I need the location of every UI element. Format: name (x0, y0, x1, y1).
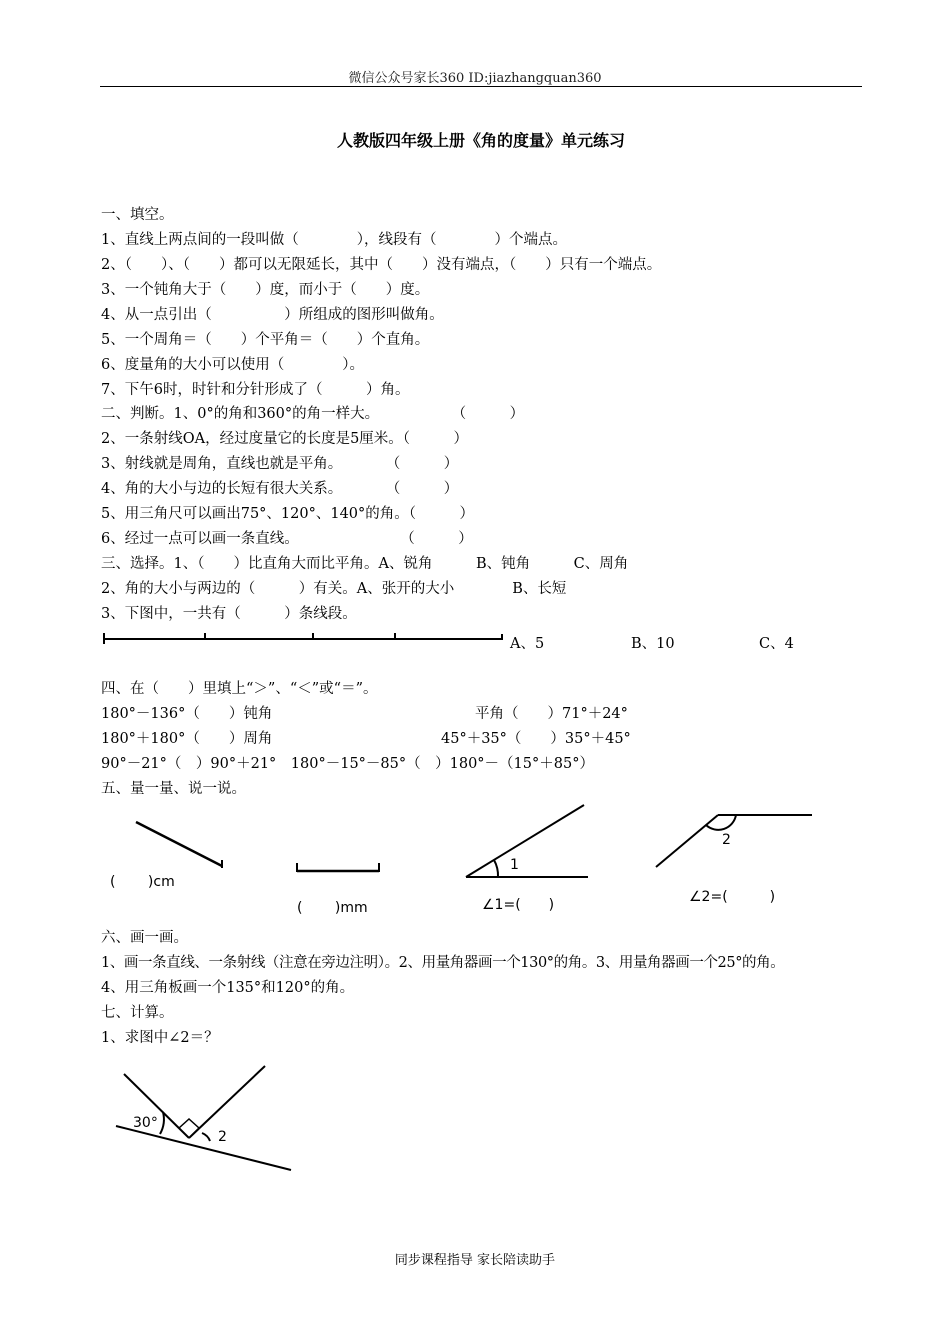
angle1-answer: ∠1=( ) (482, 897, 555, 913)
compare-1-left: 180°－136°（ ）钝角 (101, 706, 273, 722)
section6-heading: 六、画一画。 (101, 930, 188, 946)
choice-q1: 三、选择。1、（ ）比直角大而比平角。A、锐角 B、钝角 C、周角 (101, 556, 629, 572)
fill-q5: 5、一个周角＝（ ）个平角＝（ ）个直角。 (101, 332, 430, 348)
compare-2-left: 180°＋180°（ ）周角 (101, 731, 273, 747)
compare-1-right: 平角（ ）71°＋24° (475, 706, 628, 722)
angle1-ray (466, 805, 584, 877)
compare-3: 90°－21°（ ）90°＋21° 180°－15°－85°（ ）180°－（15°＋85°） (101, 756, 594, 772)
calc-30-degree: 30° (133, 1115, 158, 1131)
angle2-answer: ∠2=( ) (689, 889, 776, 905)
judge-q2: 2、一条射线OA，经过度量它的长度是5厘米。（ ） (101, 431, 469, 447)
calc-angle2-mark: 2 (218, 1129, 227, 1145)
option-a: A、5 (510, 636, 545, 652)
choice-q2: 2、角的大小与两边的（ ）有关。A、张开的大小 B、长短 (101, 581, 567, 597)
fill-q3: 3、一个钝角大于（ ）度，而小于（ ）度。 (101, 282, 430, 298)
draw-q4: 4、用三角板画一个135°和120°的角。 (101, 980, 355, 996)
angle2-ray (656, 815, 718, 867)
angle2-mark: 2 (722, 832, 731, 848)
fill-q1: 1、直线上两点间的一段叫做（ ），线段有（ ）个端点。 (101, 232, 567, 248)
slanted-segment (136, 822, 222, 866)
section1-heading: 一、填空。 (101, 207, 174, 223)
fill-q4: 4、从一点引出（ ）所组成的图形叫做角。 (101, 307, 444, 323)
judge-q4: 4、角的大小与边的长短有很大关系。 （ ） (101, 481, 459, 497)
fill-q2: 2、（ ）、（ ）都可以无限延长，其中（ ）没有端点，（ ）只有一个端点。 (101, 257, 662, 273)
page-footer: 同步课程指导 家长陪读助手 (394, 1253, 556, 1268)
page-header: 微信公众号家长360 ID:jiazhangquan360 (348, 71, 602, 86)
judge-q6: 6、经过一点可以画一条直线。 （ ） (101, 531, 473, 547)
judge-q1: 二、判断。1、0°的角和360°的角一样大。 （ ） (101, 406, 525, 422)
calc-right-ray (189, 1066, 265, 1138)
section5-heading: 五、量一量、说一说。 (101, 781, 246, 797)
section4-heading: 四、在（ ）里填上“＞”、“＜”或“＝”。 (101, 681, 378, 697)
option-b: B、10 (631, 636, 675, 652)
fill-q7: 7、下午6时，时针和分针形成了（ ）角。 (101, 382, 410, 398)
compare-2-right: 45°＋35°（ ）35°＋45° (441, 731, 631, 747)
section7-heading: 七、计算。 (101, 1005, 174, 1021)
measure-figures (0, 800, 950, 920)
measure-mm-answer: ( )mm (297, 900, 368, 916)
draw-q1-3: 1、画一条直线、一条射线（注意在旁边注明）。2、用量角器画一个130°的角。3、用量角器画一个25°的角。 (101, 955, 785, 971)
fill-q6: 6、度量角的大小可以使用（ ）。 (101, 357, 364, 373)
segment-figure (100, 628, 510, 648)
header-rule (100, 86, 862, 87)
calc-q1: 1、求图中∠2＝？ (101, 1030, 219, 1046)
page-title: 人教版四年级上册《角的度量》单元练习 (336, 131, 625, 150)
measure-cm-answer: ( )cm (110, 874, 175, 890)
option-c: C、4 (759, 636, 794, 652)
judge-q5: 5、用三角尺可以画出75°、120°、140°的角。（ ） (101, 506, 475, 522)
angle1-mark: 1 (510, 857, 519, 873)
choice-q3: 3、下图中，一共有（ ）条线段。 (101, 606, 357, 622)
judge-q3: 3、射线就是周角，直线也就是平角。 （ ） (101, 456, 459, 472)
